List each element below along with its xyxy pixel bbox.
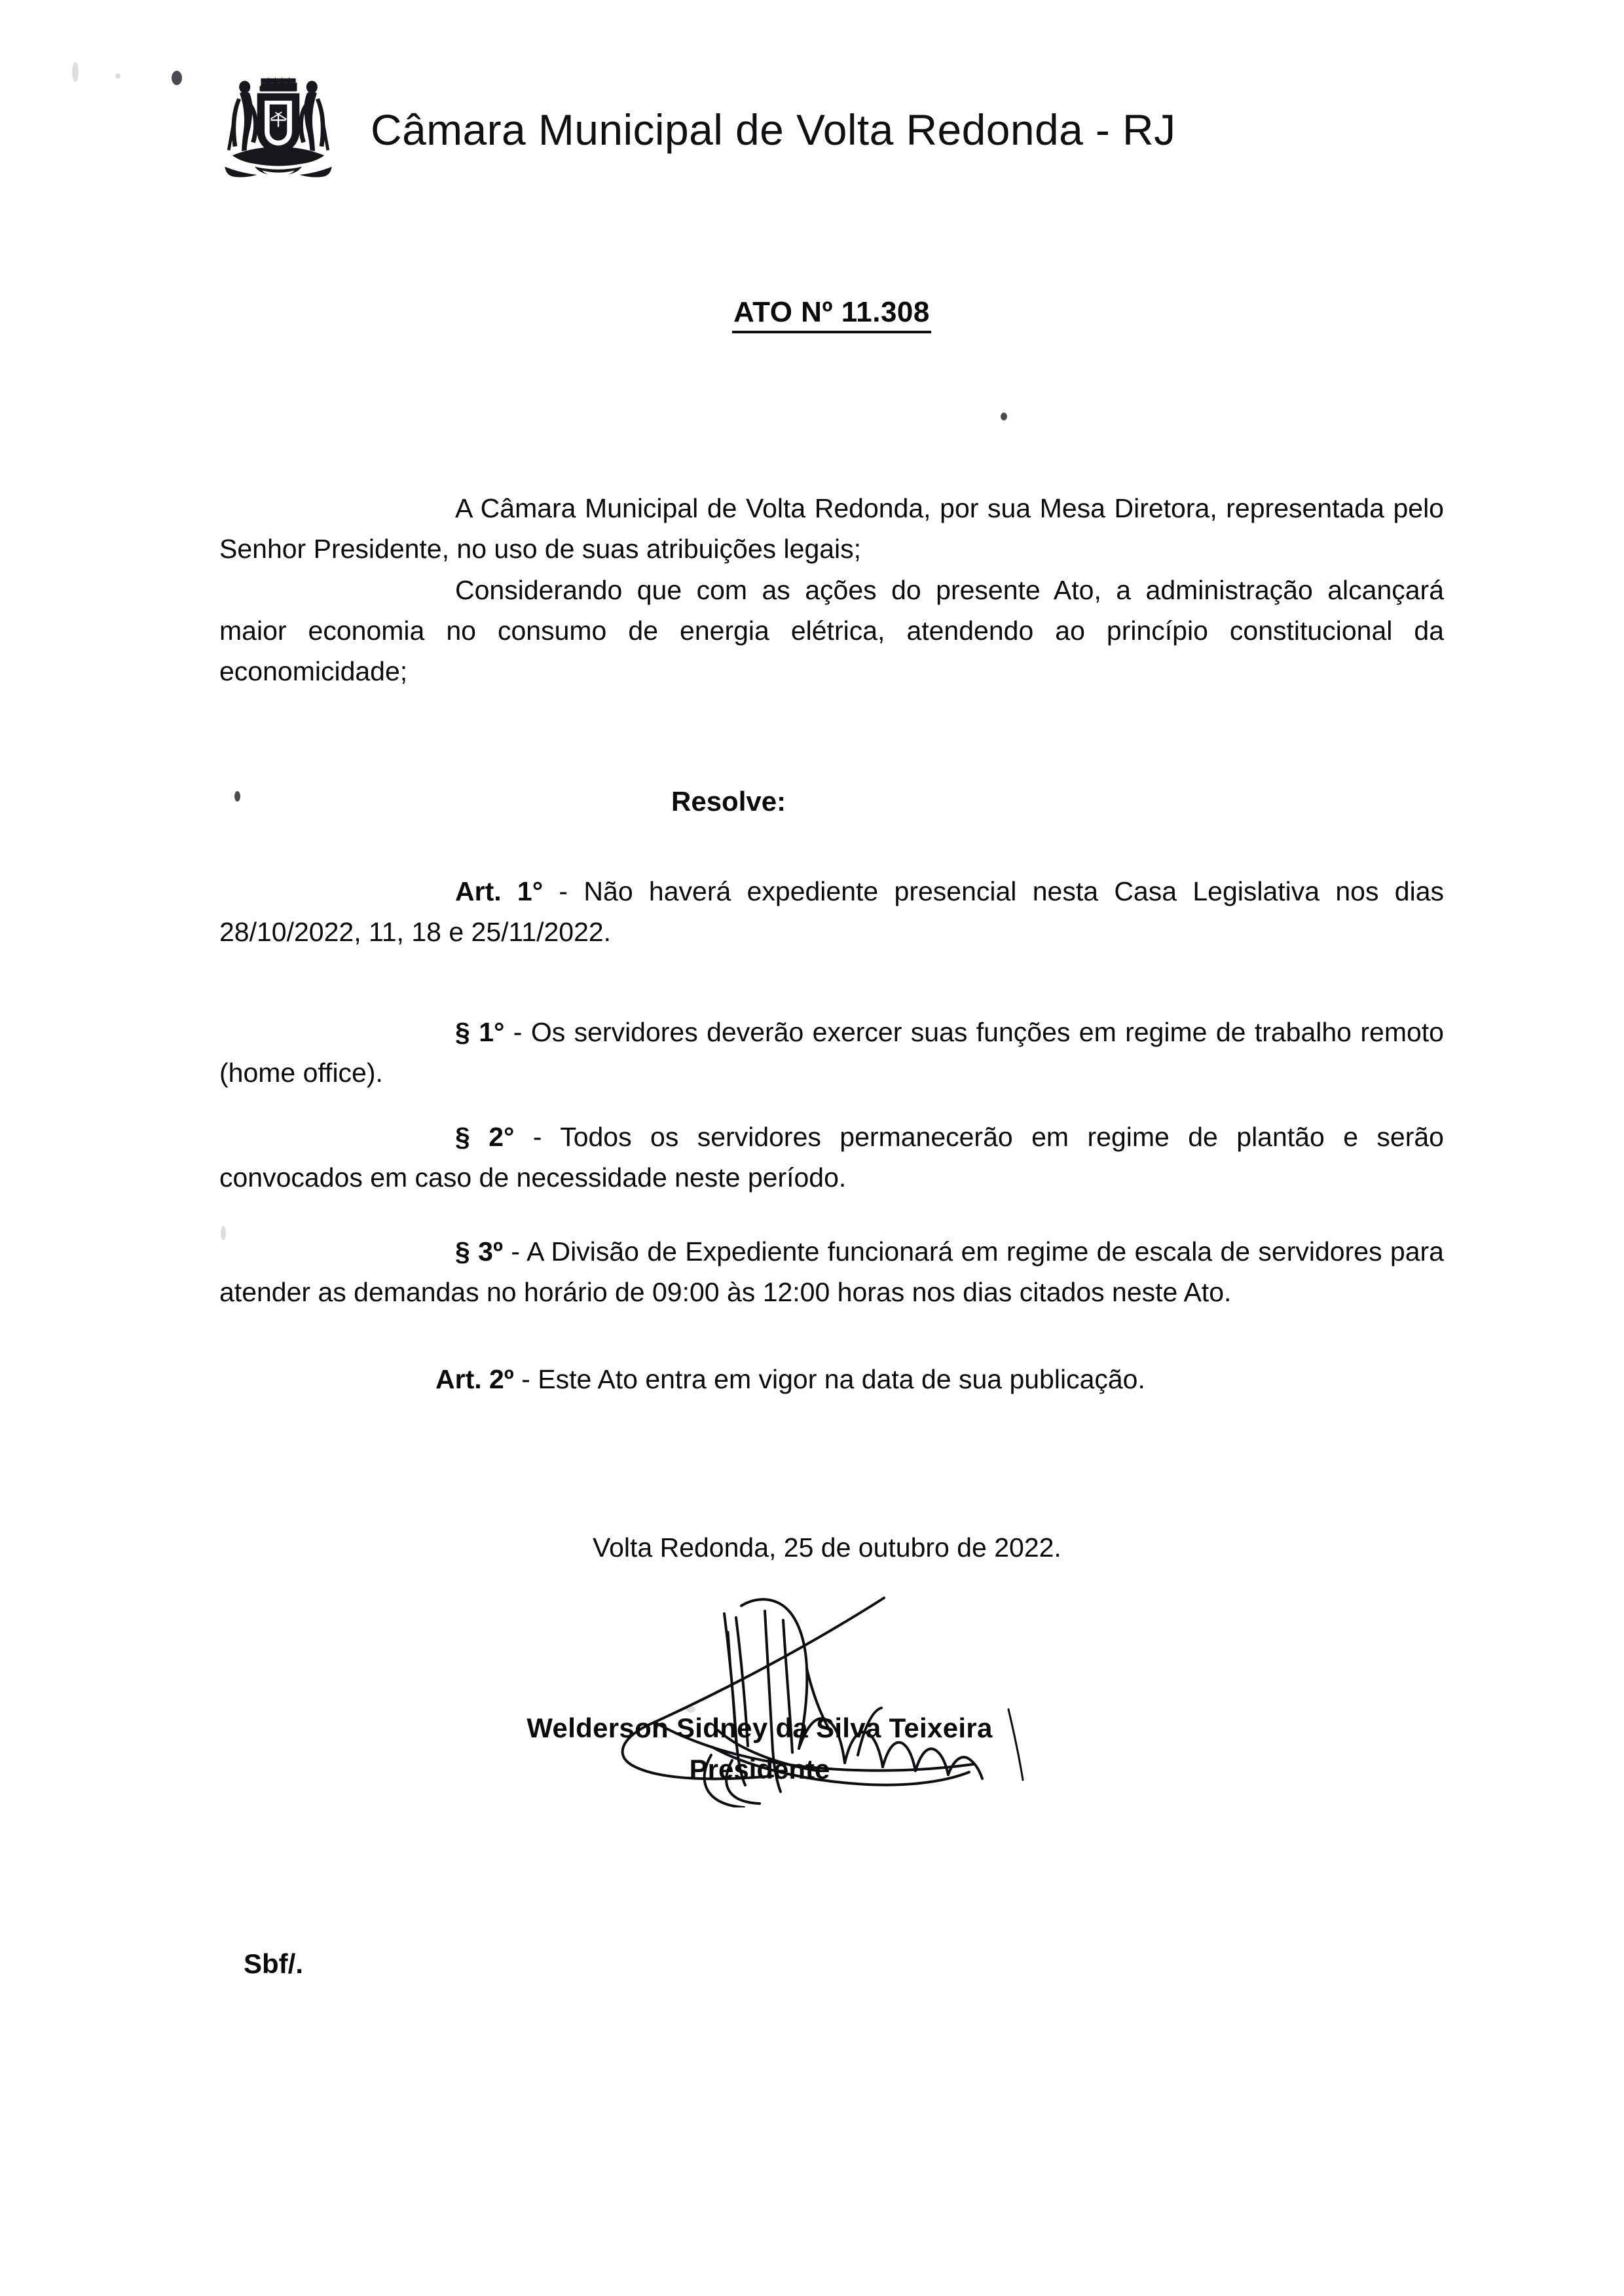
paragraph-3-marker: § 3º [455,1236,503,1267]
signatory-name: Welderson Sidney da Silva Teixeira [526,1713,993,1743]
paragraph-1-paragraph [219,1012,1444,1094]
act-number-text: ATO Nº 11.308 [732,296,931,333]
article-1-dash: - [543,876,584,906]
paragraph-3-block [219,1231,1444,1313]
paragraph-1-dash: - [504,1017,531,1047]
paragraph-2-dash: - [514,1122,561,1152]
article-1-text: Não haverá expediente presencial nesta Casa Legislativa nos dias 28/10/2022, 11, 18 e 25/11/2022. [219,876,1445,948]
footer-reference: Sbf/. [244,1948,303,1979]
paragraph-2-block [219,1117,1444,1198]
scan-speck [72,62,79,82]
act-number-heading [0,296,1624,329]
paragraph-3-paragraph [219,1231,1444,1313]
article-2-marker: Art. 2º [435,1364,514,1394]
scan-speck [1001,413,1007,420]
preamble-paragraph-1: A Câmara Municipal de Volta Redonda, por sua Mesa Diretora, representada pelo Senhor Presidente, no uso de suas atribuições legais; [219,493,1444,565]
page-title: Câmara Municipal de Volta Redonda - RJ [371,105,1176,154]
article-2-block [219,1359,1444,1399]
scan-speck [172,71,182,85]
article-2-text: Este Ato entra em vigor na data de sua publicação. [538,1364,1145,1394]
resolve-heading: Resolve: [671,786,786,817]
paragraph-1-text: Os servidores deverão exercer suas funções em regime de trabalho remoto (home office). [219,1017,1444,1088]
paragraph-2-paragraph [219,1117,1444,1198]
paragraph-1-block [219,1012,1444,1094]
article-2-paragraph [219,1359,1444,1399]
scan-speck [115,73,120,79]
paragraph-1-marker: § 1° [455,1017,505,1047]
article-1-marker: Art. 1° [455,876,544,906]
paragraph-2-marker: § 2° [455,1122,515,1152]
paragraph-2-text: Todos os servidores permanecerão em regime de plantão e serão convocados em caso de necessidade neste período. [219,1122,1444,1193]
article-1-paragraph [219,871,1444,953]
paragraph-3-text: A Divisão de Expediente funcionará em regime de escala de servidores para atender as demandas no horário de 09:00 às 12:00 horas nos dias citados neste Ato. [219,1236,1444,1308]
article-2-dash: - [513,1364,538,1394]
paragraph-3-dash: - [502,1236,527,1267]
article-1-block [219,871,1444,953]
signatory-role: Presidente [689,1754,830,1785]
place-and-date: Volta Redonda, 25 de outubro de 2022. [593,1532,1061,1563]
coat-of-arms-icon [216,72,341,187]
preamble-paragraph-2: Considerando que com as ações do presente Ato, a administração alcançará maior economia no consumo de energia elétrica, atendendo ao princípio constitucional da economicidade; [219,574,1444,687]
document-header [216,72,1460,187]
preamble-block [219,488,1444,692]
